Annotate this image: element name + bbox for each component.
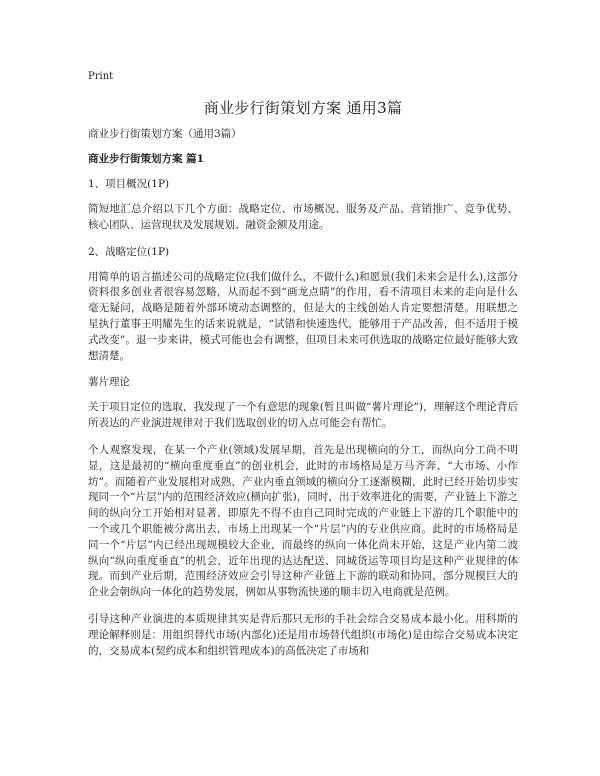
item2-paragraph: 用简单的语言描述公司的战略定位(我们做什么，不做什么)和愿景(我们未来会是什么),这部分资料很多创业者很容易忽略，从而起不到“画龙点睛”的作用，看不清项目未来的走向是什么毫无疑问，战略是随着外部环境动态调整的，但是大的主线创始人肯定要想清楚。用联想之星执行董事王明耀先生的话来说就是，“试错和快速迭代，能够用于产品改善，但不适用于模式改变”。退一步来讲，模式可能也会有调整，但项目未来可供选取的战略定位最好能够大致想清楚。 — [88, 270, 518, 362]
item1-heading: 1、项目概况(1P) — [88, 178, 170, 190]
document-subtitle: 商业步行街策划方案（通用3篇） — [88, 128, 242, 140]
section-heading: 商业步行街策划方案 篇1 — [88, 153, 204, 165]
item1-paragraph: 简短地汇总介绍以下几个方面：战略定位、市场概况、服务及产品、营销推广、竞争优势、核心团队、运营现状及发展规划、融资金额及用途。 — [88, 203, 518, 231]
theory-paragraph-1: 关于项目定位的选取，我发现了一个有意思的现象(暂且叫做“薯片理论”)，理解这个理论背后所表达的产业演进规律对于我们选取创业的切入点可能会有帮忙。 — [88, 401, 518, 430]
theory-heading: 薯片理论 — [88, 376, 130, 389]
theory-paragraph-3: 引导这种产业演进的本质规律其实是背后那只无形的手社会综合交易成本最小化。用科斯的理论解释则是：用组织替代市场(内部化)还是用市场替代组织(市场化)是由综合交易成本决定的，交易成本(契约成本和组织管理成本)的高低决定了市场和 — [88, 612, 518, 657]
page-title: 商业步行街策划方案 通用3篇 — [203, 99, 403, 117]
theory-paragraph-2: 个人观察发现，在某一个产业(领域)发展早期，首先是出现横向的分工，而纵向分工尚不明显，这是最初的“横向重度垂直”的创业机会，此时的市场格局是万马齐奔、“大市场、小作坊”。而随着产业发展相对成熟，产业内垂直领域的横向分工逐渐模糊，此时已经开始切步实现同一个“片层”内的范围经济效应(横向扩张)，同时，出于效率进化的需要，产业链上下游之间的纵向分工开始相对显著，即原先不得不由自己同时完成的产业链上下游的几个职能中的一个或几个职能被分离出去，市场上出现某一个“片层”内的专业供应商。此时的市场格局是同一个“片层”内已经出现规模较大企业，而最终的纵向一体化尚未开始，这是产业内第二波纵向“纵向重度垂直”的机会，近年出现的达达配送、同城货运等项目均是这种产业规律的体现。而到产业后期，范围经济效应会引导这种产业链上下游的联动和协同，部分规模巨大的企业会朝纵向一体化的趋势发展，例如从事物流快递的顺丰切入电商就是范例。 — [88, 443, 518, 599]
print-label[interactable]: Print — [88, 71, 114, 82]
document-page — [88, 70, 518, 670]
item2-heading: 2、战略定位(1P) — [88, 245, 170, 258]
